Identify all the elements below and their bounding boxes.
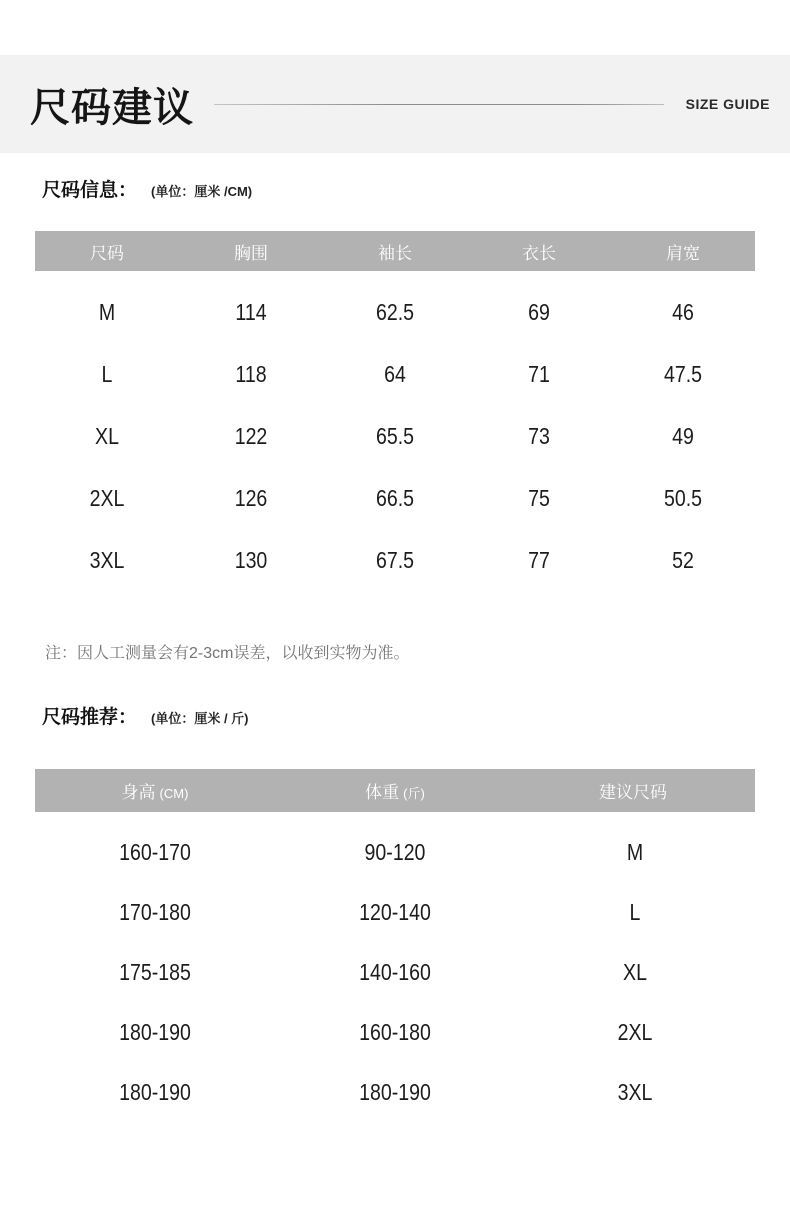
cell-shoulder: 46 <box>672 298 694 325</box>
cell-height: 170-180 <box>119 898 191 925</box>
size-recommend-table-header <box>35 769 755 812</box>
column-header-size: 尺码 <box>90 243 124 263</box>
cell-suggested-size: 3XL <box>617 1078 653 1105</box>
table-row <box>35 281 755 343</box>
column-header-shoulder: 肩宽 <box>666 243 700 263</box>
table-row <box>35 343 755 405</box>
cell-shoulder: 50.5 <box>663 484 703 511</box>
size-recommend-unit: (单位：厘米 / 斤) <box>151 711 249 726</box>
table-row <box>35 1002 755 1062</box>
size-info-table <box>35 231 755 591</box>
column-header-height <box>35 778 275 803</box>
size-recommend-label: 尺码推荐： <box>42 707 138 728</box>
size-recommend-table-body <box>35 812 755 1122</box>
cell-sleeve: 65.5 <box>375 422 415 449</box>
cell-height: 180-190 <box>119 1078 191 1105</box>
cell-size: 3XL <box>89 546 125 573</box>
cell-sleeve: 66.5 <box>375 484 415 511</box>
cell-length: 69 <box>528 298 550 325</box>
column-header-height-main: 身高 <box>121 783 156 802</box>
cell-suggested-size: XL <box>623 958 647 985</box>
cell-weight: 140-160 <box>359 958 431 985</box>
column-header-height-sub: (CM) <box>159 786 189 801</box>
cell-shoulder: 52 <box>672 546 694 573</box>
cell-height: 180-190 <box>119 1018 191 1045</box>
column-header-suggested-size-main: 建议尺码 <box>599 783 667 802</box>
size-recommend-table <box>35 769 755 1122</box>
cell-chest: 126 <box>234 484 268 511</box>
cell-chest: 114 <box>235 298 267 325</box>
cell-weight: 120-140 <box>359 898 431 925</box>
table-row <box>35 822 755 882</box>
cell-sleeve: 64 <box>384 360 406 387</box>
column-header-sleeve: 袖长 <box>378 243 412 263</box>
cell-size: 2XL <box>89 484 125 511</box>
size-info-unit: (单位：厘米 /CM) <box>151 184 253 199</box>
cell-chest: 130 <box>234 546 268 573</box>
cell-height: 175-185 <box>119 958 191 985</box>
cell-size: M <box>98 298 116 325</box>
cell-length: 71 <box>528 360 550 387</box>
table-row <box>35 942 755 1002</box>
table-row <box>35 467 755 529</box>
cell-length: 73 <box>528 422 550 449</box>
size-info-section-label <box>0 175 790 202</box>
cell-weight: 180-190 <box>359 1078 431 1105</box>
cell-weight: 160-180 <box>359 1018 431 1045</box>
table-row <box>35 1062 755 1122</box>
cell-suggested-size: 2XL <box>617 1018 653 1045</box>
cell-sleeve: 62.5 <box>375 298 415 325</box>
column-header-suggested-size <box>515 778 755 803</box>
cell-size: L <box>101 360 113 387</box>
size-guide-page <box>0 55 790 1229</box>
header-band <box>0 55 790 153</box>
cell-shoulder: 49 <box>672 422 694 449</box>
page-subtitle: SIZE GUIDE <box>685 96 770 112</box>
size-info-table-body <box>35 271 755 591</box>
column-header-weight <box>275 778 515 803</box>
cell-chest: 122 <box>234 422 268 449</box>
cell-height: 160-170 <box>119 838 191 865</box>
cell-suggested-size: L <box>629 898 641 925</box>
table-row <box>35 529 755 591</box>
column-header-weight-main: 体重 <box>365 783 400 802</box>
size-recommend-section-label <box>0 702 790 729</box>
cell-shoulder: 47.5 <box>663 360 703 387</box>
table-row <box>35 882 755 942</box>
cell-length: 75 <box>528 484 550 511</box>
column-header-length: 衣长 <box>522 243 556 263</box>
cell-suggested-size: M <box>626 838 644 865</box>
measurement-note: 注：因人工测量会有2-3cm误差，以收到实物为准。 <box>45 645 410 662</box>
cell-weight: 90-120 <box>364 838 426 865</box>
column-header-weight-sub: (斤) <box>403 786 425 801</box>
title-divider-line <box>214 104 664 105</box>
cell-size: XL <box>95 422 119 449</box>
table-row <box>35 405 755 467</box>
cell-length: 77 <box>528 546 550 573</box>
size-info-table-header <box>35 231 755 271</box>
cell-chest: 118 <box>235 360 267 387</box>
column-header-chest: 胸围 <box>234 243 268 263</box>
size-info-label: 尺码信息： <box>42 180 138 201</box>
cell-sleeve: 67.5 <box>375 546 415 573</box>
page-title: 尺码建议 <box>30 85 194 130</box>
